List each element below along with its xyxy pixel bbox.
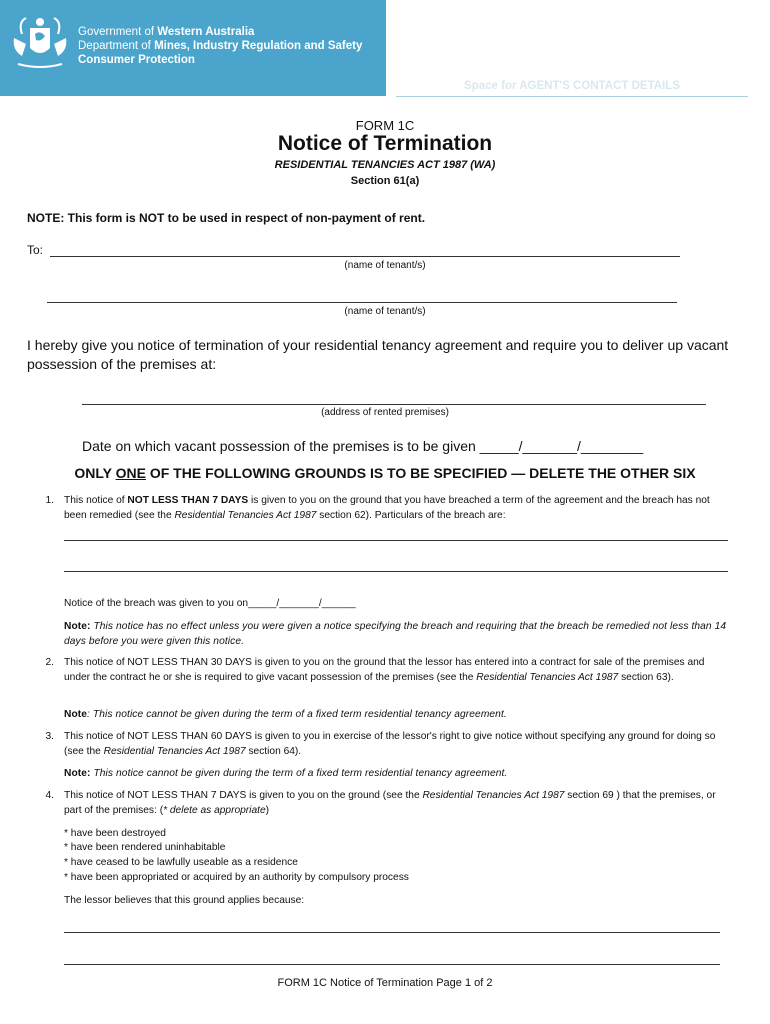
item-number: 3. [45, 731, 54, 742]
ground-1-note: Note: This notice has no effect unless you were given a notice specifying the breach and requiring that the breach be remedied not less than 14 days before you were given this notice. [64, 621, 727, 647]
item-number: 2. [45, 657, 54, 668]
ground-2-text: This notice of NOT LESS THAN 30 DAYS is given to you on the ground that the lessor has entered into a contract for sale of the premises and under the contract he or she is required to give vacant possession of the premises (see the Residential Tenancies Act 1987 section 63). [64, 657, 705, 683]
termination-statement: I hereby give you notice of termination of your residential tenancy agreement and require you to deliver up vacant possession of the premises at: [27, 337, 729, 372]
page-footer: FORM 1C Notice of Termination Page 1 of 2 [277, 977, 493, 989]
grounds-heading: ONLY ONE OF THE FOLLOWING GROUNDS IS TO BE SPECIFIED — DELETE THE OTHER SIX [74, 465, 696, 481]
ground-1-text: This notice of NOT LESS THAN 7 DAYS is given to you on the ground that you have breached a term of the agreement and the breach has not been remedied (see the Residential Tenancies Act 1987 section 62). Particulars of the breach are: [64, 495, 710, 521]
act-name: RESIDENTIAL TENANCIES ACT 1987 (WA) [274, 159, 496, 171]
division-title: Consumer Protection [78, 54, 195, 66]
address-caption: (address of rented premises) [321, 407, 449, 418]
tenant-caption-2: (name of tenant/s) [344, 306, 426, 317]
tenant-name-field-1[interactable] [50, 256, 680, 257]
premises-address-field[interactable] [82, 404, 706, 405]
government-title: Government of Western Australia [78, 26, 255, 38]
ground-4-option: * have been destroyed [64, 828, 166, 839]
to-label: To: [27, 243, 44, 257]
ground-4-option: * have been appropriated or acquired by an authority by compulsory process [64, 872, 409, 883]
item-number: 4. [45, 790, 54, 801]
breach-notice-date[interactable]: Notice of the breach was given to you on_____/_______/______ [64, 598, 356, 609]
item-number: 1. [45, 495, 54, 506]
ground-3-note: Note: This notice cannot be given during the term of a fixed term residential tenancy agreement. [64, 768, 508, 779]
usage-note: NOTE: This form is NOT to be used in respect of non-payment of rent. [27, 211, 426, 225]
page-title: Notice of Termination [277, 132, 493, 155]
coat-of-arms-icon [8, 14, 72, 70]
form-code: FORM 1C [355, 118, 415, 133]
lessor-reason-field-2[interactable] [64, 964, 720, 965]
lessor-reason-field-1[interactable] [64, 932, 720, 933]
breach-particulars-field-2[interactable] [64, 571, 728, 572]
agent-contact-space[interactable]: Space for AGENT'S CONTACT DETAILS [396, 80, 748, 97]
tenant-name-field-2[interactable] [47, 302, 677, 303]
ground-3-text: This notice of NOT LESS THAN 60 DAYS is given to you in exercise of the lessor's right to give notice without specifying any ground for doing so (see the Residential Tenancies Act 1987 section 64). [64, 731, 716, 757]
department-title: Department of Mines, Industry Regulation and Safety [78, 40, 363, 52]
lessor-reason-label: The lessor believes that this ground applies because: [64, 895, 305, 906]
ground-4-option: * have been rendered uninhabitable [64, 842, 226, 853]
breach-particulars-field-1[interactable] [64, 540, 728, 541]
section-ref: Section 61(a) [350, 175, 420, 187]
ground-2-note: Note: This notice cannot be given during the term of a fixed term residential tenancy agreement. [64, 709, 507, 720]
vacant-possession-date[interactable]: Date on which vacant possession of the premises is to be given _____/_______/________ [82, 438, 644, 454]
ground-4-text: This notice of NOT LESS THAN 7 DAYS is given to you on the ground (see the Residential Tenancies Act 1987 section 69 ) that the premises, or part of the premises: (* delete as appropriate) [64, 790, 716, 816]
tenant-caption: (name of tenant/s) [344, 260, 426, 271]
ground-4-option: * have ceased to be lawfully useable as a residence [64, 857, 298, 868]
